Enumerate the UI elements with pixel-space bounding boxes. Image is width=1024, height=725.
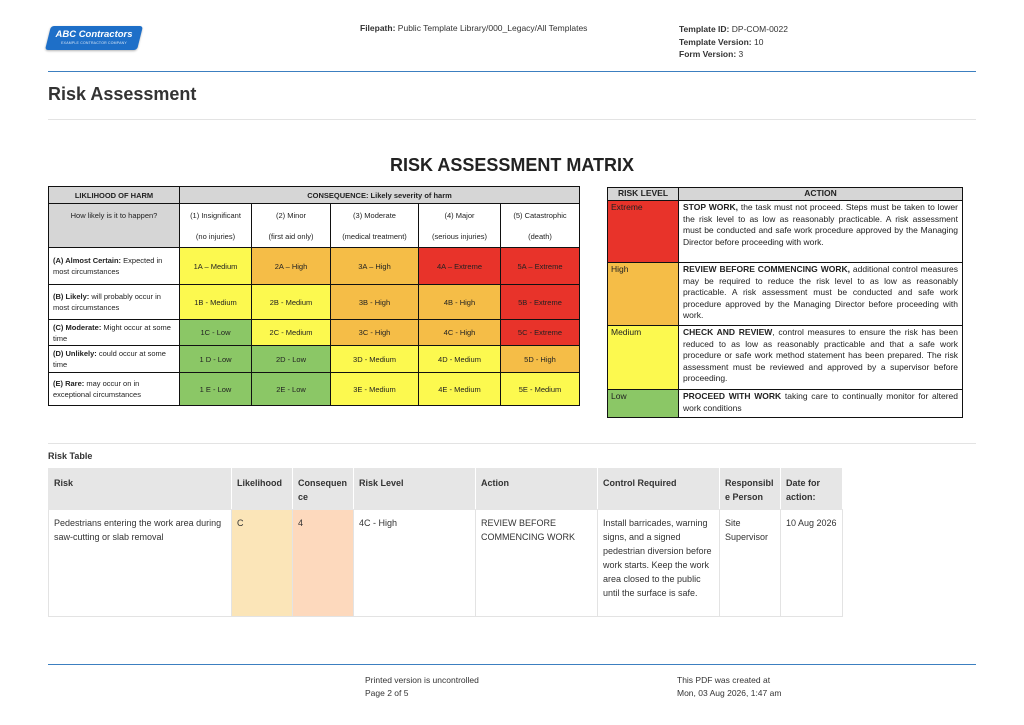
filepath-label: Filepath: xyxy=(360,23,396,33)
consequence-desc: (death) xyxy=(528,231,552,241)
col-action: Action xyxy=(476,469,598,510)
level-label: Low xyxy=(608,390,679,418)
matrix-cell: 3A – High xyxy=(331,248,419,285)
matrix-cell: 4E - Medium xyxy=(419,373,501,406)
consequence-col xyxy=(331,204,419,248)
form-version-value: 3 xyxy=(738,49,744,59)
cell-action: REVIEW BEFORE COMMENCING WORK xyxy=(476,510,598,617)
matrix-cell: 3B - High xyxy=(331,285,419,320)
row-label: (E) Rare: may occur on in exceptional circumstances xyxy=(49,373,180,406)
level-row-extreme xyxy=(608,201,963,263)
matrix-title: RISK ASSESSMENT MATRIX xyxy=(389,155,635,175)
form-version-label: Form Version: xyxy=(679,49,737,59)
consequence-desc: (no injuries) xyxy=(195,231,236,241)
level-action: REVIEW BEFORE COMMENCING WORK, additional control measures may be required to reduce the risk level to as low as reasonably practicable. A risk assessment must be conducted and safe work procedure approved by the Managing Director before proceeding with work. xyxy=(679,263,963,326)
level-row-high xyxy=(608,263,963,326)
form-version xyxy=(679,48,788,61)
template-id xyxy=(679,23,788,36)
title-divider xyxy=(48,119,976,120)
row-label: (A) Almost Certain: Expected in most circumstances xyxy=(49,248,180,285)
consequence-desc: (first aid only) xyxy=(268,231,314,241)
cell-date-for-action: 10 Aug 2026 xyxy=(781,510,843,617)
likelihood-question: How likely is it to happen? xyxy=(49,204,180,248)
logo-tagline: EXAMPLE CONTRACTOR COMPANY xyxy=(61,41,127,45)
filepath-value: Public Template Library/000_Legacy/All Templates xyxy=(397,23,588,33)
section-divider xyxy=(48,443,976,444)
cell-consequence: 4 xyxy=(293,510,354,617)
cell-risk: Pedestrians entering the work area during saw-cutting or slab removal xyxy=(49,510,232,617)
consequence-name: (3) Moderate xyxy=(353,210,396,220)
created-label: This PDF was created at xyxy=(677,675,771,685)
col-consequence: Consequence xyxy=(293,469,354,510)
level-action: CHECK AND REVIEW, control measures to ensure the risk has been reduced to as low as reasonably practicable and that a safe work procedure or safe work method statement has been prepared. The risk assessment must be reviewed and approved by a supervisor before proceeding. xyxy=(679,326,963,390)
template-version-label: Template Version: xyxy=(679,36,752,47)
level-row-medium xyxy=(608,326,963,390)
matrix-cell: 5A – Extreme xyxy=(501,248,580,285)
matrix-cell: 5C - Extreme xyxy=(501,320,580,346)
row-label: (B) Likely: will probably occur in most circumstances xyxy=(49,285,180,320)
matrix-cell: 2E - Low xyxy=(252,373,331,406)
template-version xyxy=(679,36,788,49)
page-number: Page 2 of 5 xyxy=(365,688,409,698)
template-id-label: Template ID: xyxy=(679,24,730,34)
matrix-cell: 3C - High xyxy=(331,320,419,346)
cell-risk-level: 4C - High xyxy=(354,510,476,617)
level-label: High xyxy=(608,263,679,326)
level-action: PROCEED WITH WORK taking care to continually monitor for altered work conditions xyxy=(679,390,963,418)
consequence-col xyxy=(252,204,331,248)
consequence-name: (2) Minor xyxy=(275,210,306,220)
matrix-row-c xyxy=(49,320,580,346)
template-version-value: 10 xyxy=(753,36,764,47)
consequence-name: (1) Insignificant xyxy=(190,210,241,220)
matrix-cell: 2A – High xyxy=(252,248,331,285)
level-row-low xyxy=(608,390,963,418)
footer-left xyxy=(365,674,479,700)
matrix-cell: 3E - Medium xyxy=(331,373,419,406)
matrix-cell: 1C - Low xyxy=(180,320,252,346)
matrix-cell: 5D - High xyxy=(501,346,580,373)
consequence-header: CONSEQUENCE: Likely severity of harm xyxy=(180,187,580,204)
matrix-cell: 4A – Extreme xyxy=(419,248,501,285)
template-meta xyxy=(679,23,788,61)
consequence-desc: (serious injuries) xyxy=(431,231,488,241)
filepath xyxy=(360,23,587,33)
col-control-required: Control Required xyxy=(598,469,720,510)
matrix-cell: 1A – Medium xyxy=(180,248,252,285)
matrix-cell: 5B - Extreme xyxy=(501,285,580,320)
template-id-value: DP-COM-0022 xyxy=(731,24,788,34)
table-row xyxy=(49,510,843,617)
risk-table-header xyxy=(49,469,843,510)
cell-control-required: Install barricades, warning signs, and a signed pedestrian diversion before work starts. Keep the work area closed to the public until the surface is safe. xyxy=(598,510,720,617)
page-title: Risk Assessment xyxy=(48,84,197,104)
row-label: (D) Unlikely: could occur at some time xyxy=(49,346,180,373)
matrix-cell: 1B - Medium xyxy=(180,285,252,320)
consequence-desc: (medical treatment) xyxy=(342,231,407,241)
matrix-cell: 2B - Medium xyxy=(252,285,331,320)
uncontrolled-note: Printed version is uncontrolled xyxy=(365,675,479,685)
risk-table-title: Risk Table xyxy=(48,451,93,461)
matrix-cell: 2C - Medium xyxy=(252,320,331,346)
matrix-cell: 2D - Low xyxy=(252,346,331,373)
matrix-cell: 4B - High xyxy=(419,285,501,320)
risk-level-header: RISK LEVEL xyxy=(608,188,679,201)
matrix-row-a xyxy=(49,248,580,285)
header-divider xyxy=(48,71,976,72)
row-label: (C) Moderate: Might occur at some time xyxy=(49,320,180,346)
consequence-col xyxy=(180,204,252,248)
cell-likelihood: C xyxy=(232,510,293,617)
matrix-cell: 5E - Medium xyxy=(501,373,580,406)
matrix-row-d xyxy=(49,346,580,373)
risk-level-table xyxy=(607,187,963,418)
col-responsible-person: Responsible Person xyxy=(720,469,781,510)
col-likelihood: Likelihood xyxy=(232,469,293,510)
matrix-cell: 1 D - Low xyxy=(180,346,252,373)
consequence-name: (5) Catastrophic xyxy=(513,210,567,220)
likelihood-header: LIKLIHOOD OF HARM xyxy=(49,187,180,204)
matrix-cell: 3D - Medium xyxy=(331,346,419,373)
level-label: Extreme xyxy=(608,201,679,263)
consequence-col xyxy=(419,204,501,248)
level-action: STOP WORK, the task must not proceed. Steps must be taken to lower the risk level to as low as reasonably practicable. A risk assessment must be conducted and safe work procedure approved by the Managing Director before proceeding with work. xyxy=(679,201,963,263)
level-label: Medium xyxy=(608,326,679,390)
matrix-cell: 4D - Medium xyxy=(419,346,501,373)
matrix-row-b xyxy=(49,285,580,320)
matrix-row-e xyxy=(49,373,580,406)
consequence-col xyxy=(501,204,580,248)
footer-divider xyxy=(48,664,976,665)
consequence-name: (4) Major xyxy=(444,210,475,220)
col-risk-level: Risk Level xyxy=(354,469,476,510)
col-risk: Risk xyxy=(49,469,232,510)
risk-table xyxy=(48,468,843,617)
company-logo xyxy=(48,26,140,50)
created-value: Mon, 03 Aug 2026, 1:47 am xyxy=(677,688,782,698)
cell-responsible-person: Site Supervisor xyxy=(720,510,781,617)
matrix-cell: 4C - High xyxy=(419,320,501,346)
logo-name: ABC Contractors xyxy=(55,29,133,40)
footer-right xyxy=(677,674,781,700)
matrix-cell: 1 E - Low xyxy=(180,373,252,406)
risk-matrix xyxy=(48,186,580,406)
col-date-for-action: Date for action: xyxy=(781,469,843,510)
action-header: ACTION xyxy=(679,188,963,201)
